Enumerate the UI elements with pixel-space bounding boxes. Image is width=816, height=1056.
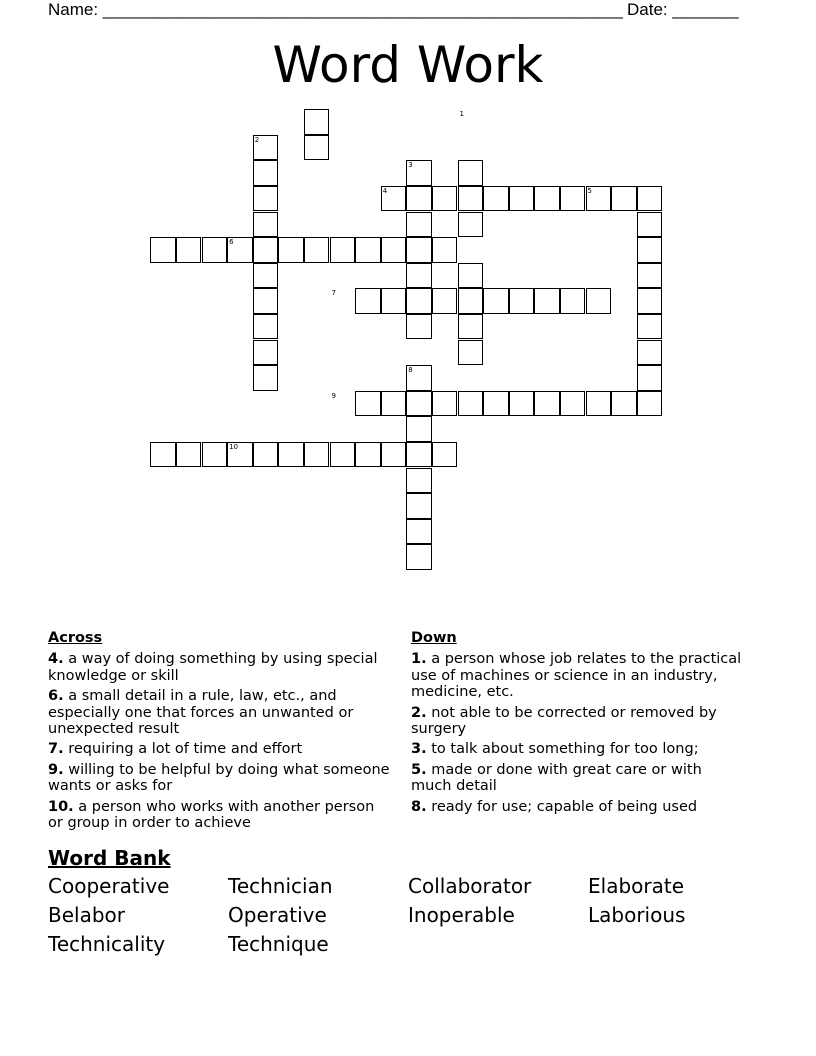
grid-cell[interactable] xyxy=(253,314,279,340)
grid-cell[interactable] xyxy=(381,442,407,468)
grid-cell[interactable] xyxy=(406,519,432,545)
grid-cell[interactable] xyxy=(406,237,432,263)
grid-cell[interactable] xyxy=(458,314,484,340)
down-clue xyxy=(411,762,746,795)
grid-cell[interactable] xyxy=(560,391,586,417)
clue-text: requiring a lot of time and effort xyxy=(68,741,303,758)
clue-text: a person whose job relates to the practical use of machines or science in an industry, medicine, etc. xyxy=(411,651,742,701)
down-clue xyxy=(411,741,746,757)
grid-cell[interactable] xyxy=(253,365,279,391)
grid-cell[interactable] xyxy=(150,442,176,468)
clue-num: 3. xyxy=(411,741,427,758)
grid-cell[interactable] xyxy=(381,237,407,263)
word-bank-item: Elaborate xyxy=(588,874,685,898)
clue-number: 7 xyxy=(331,289,336,298)
grid-cell[interactable] xyxy=(381,391,407,417)
down-clues xyxy=(411,630,746,819)
word-bank-item: Laborious xyxy=(588,903,686,927)
clue-num: 7. xyxy=(48,741,64,758)
grid-cell[interactable] xyxy=(278,442,304,468)
clue-num: 6. xyxy=(48,688,64,705)
grid-cell[interactable] xyxy=(304,237,330,263)
clue-text: a small detail in a rule, law, etc., and especially one that forces an unwanted or unexpected result xyxy=(48,688,354,738)
grid-cell[interactable] xyxy=(253,160,279,186)
grid-cell[interactable] xyxy=(381,288,407,314)
grid-cell[interactable] xyxy=(637,314,663,340)
grid-cell[interactable] xyxy=(253,288,279,314)
grid-cell[interactable] xyxy=(432,186,458,212)
grid-cell[interactable] xyxy=(330,237,356,263)
clue-num: 1. xyxy=(411,651,427,668)
clue-num: 10. xyxy=(48,798,74,815)
clue-num: 4. xyxy=(48,651,64,668)
grid-cell[interactable] xyxy=(586,288,612,314)
grid-cell[interactable] xyxy=(509,391,535,417)
grid-cell[interactable] xyxy=(534,391,560,417)
grid-cell[interactable] xyxy=(534,288,560,314)
grid-cell[interactable] xyxy=(432,391,458,417)
down-clue xyxy=(411,799,746,815)
grid-cell[interactable] xyxy=(637,237,663,263)
clue-text: to talk about something for too long; xyxy=(431,741,699,758)
page-title: Word Work xyxy=(272,36,544,94)
grid-cell[interactable] xyxy=(560,186,586,212)
grid-cell[interactable] xyxy=(253,237,279,263)
grid-cell[interactable] xyxy=(432,288,458,314)
grid-cell[interactable] xyxy=(278,237,304,263)
down-heading: Down xyxy=(411,630,457,646)
word-bank-item: Belabor xyxy=(48,903,125,927)
grid-cell[interactable] xyxy=(483,288,509,314)
clue-num: 8. xyxy=(411,798,427,815)
grid-cell[interactable] xyxy=(355,237,381,263)
clue-num: 2. xyxy=(411,704,427,721)
grid-cell[interactable] xyxy=(611,186,637,212)
grid-cell[interactable] xyxy=(534,186,560,212)
clue-text: ready for use; capable of being used xyxy=(431,798,698,815)
grid-cell[interactable] xyxy=(637,263,663,289)
grid-cell[interactable] xyxy=(406,416,432,442)
grid-cell[interactable] xyxy=(355,391,381,417)
word-bank-item: Technicality xyxy=(48,932,166,956)
grid-cell[interactable] xyxy=(406,186,432,212)
clue-number: 5 xyxy=(587,186,592,195)
clue-text: a way of doing something by using special knowledge or skill xyxy=(48,651,378,684)
grid-cell[interactable] xyxy=(458,391,484,417)
grid-cell[interactable] xyxy=(304,109,330,135)
grid-cell[interactable] xyxy=(432,442,458,468)
grid-cell[interactable] xyxy=(509,186,535,212)
grid-cell[interactable] xyxy=(637,288,663,314)
grid-cell[interactable] xyxy=(637,365,663,391)
grid-cell[interactable] xyxy=(458,288,484,314)
grid-cell[interactable] xyxy=(483,391,509,417)
grid-cell[interactable] xyxy=(458,263,484,289)
grid-cell[interactable] xyxy=(304,135,330,161)
grid-cell[interactable] xyxy=(355,442,381,468)
grid-cell[interactable] xyxy=(611,391,637,417)
grid-cell[interactable] xyxy=(406,263,432,289)
word-bank-item: Inoperable xyxy=(408,903,515,927)
grid-cell[interactable] xyxy=(176,442,202,468)
grid-cell[interactable] xyxy=(304,442,330,468)
grid-cell[interactable] xyxy=(483,186,509,212)
down-clue xyxy=(411,705,746,738)
grid-cell[interactable] xyxy=(637,186,663,212)
word-bank-item: Technique xyxy=(228,932,329,956)
grid-cell[interactable] xyxy=(458,186,484,212)
clue-text: a person who works with another person or group in order to achieve xyxy=(48,798,375,832)
grid-cell[interactable] xyxy=(406,468,432,494)
grid-cell[interactable] xyxy=(406,314,432,340)
word-bank-title: Word Bank xyxy=(48,846,171,870)
clue-num: 5. xyxy=(411,761,427,778)
grid-cell[interactable] xyxy=(560,288,586,314)
grid-cell[interactable] xyxy=(150,237,176,263)
clue-number: 2 xyxy=(254,135,260,144)
grid-cell[interactable] xyxy=(509,288,535,314)
grid-cell[interactable] xyxy=(406,493,432,519)
name-field[interactable]: Name: _______________________________________________________ xyxy=(48,0,623,19)
across-clue xyxy=(48,762,393,795)
across-clue xyxy=(48,741,393,757)
grid-cell[interactable] xyxy=(586,391,612,417)
word-bank-item: Operative xyxy=(228,903,327,927)
grid-cell[interactable] xyxy=(202,442,228,468)
grid-cell[interactable] xyxy=(202,237,228,263)
grid-cell[interactable] xyxy=(253,186,279,212)
across-heading: Across xyxy=(48,630,103,646)
grid-cell[interactable] xyxy=(406,288,432,314)
clue-number: 1 xyxy=(459,110,464,119)
grid-cell[interactable] xyxy=(253,340,279,366)
grid-cell[interactable] xyxy=(458,212,484,238)
word-bank-item: Cooperative xyxy=(48,874,170,898)
down-clue xyxy=(411,651,746,700)
clue-text: willing to be helpful by doing what someone wants or asks for xyxy=(48,761,390,795)
clue-num: 9. xyxy=(48,761,64,778)
grid-cell[interactable] xyxy=(458,340,484,366)
grid-cell[interactable] xyxy=(637,340,663,366)
grid-cell[interactable] xyxy=(406,544,432,570)
grid-cell[interactable] xyxy=(406,442,432,468)
grid-cell[interactable] xyxy=(458,160,484,186)
word-bank xyxy=(48,874,768,956)
clue-number: 8 xyxy=(408,366,413,375)
across-clue xyxy=(48,688,393,737)
clue-number: 9 xyxy=(331,391,336,400)
grid-cell[interactable] xyxy=(330,442,356,468)
grid-cell[interactable] xyxy=(406,212,432,238)
across-clues xyxy=(48,630,393,835)
grid-cell[interactable] xyxy=(253,442,279,468)
clue-number: 10 xyxy=(229,442,239,451)
grid-cell[interactable] xyxy=(637,391,663,417)
grid-cell[interactable] xyxy=(406,391,432,417)
date-field[interactable]: Date: _______ xyxy=(627,0,739,19)
word-bank-item: Technician xyxy=(228,874,333,898)
word-bank-item: Collaborator xyxy=(408,874,532,898)
clue-text: not able to be corrected or removed by surgery xyxy=(411,704,717,738)
across-clue xyxy=(48,799,393,832)
across-clue xyxy=(48,651,393,684)
grid-cell[interactable] xyxy=(355,288,381,314)
clue-text: made or done with great care or with much detail xyxy=(411,761,702,795)
clue-number: 6 xyxy=(229,238,234,247)
grid-cell[interactable] xyxy=(432,237,458,263)
clue-number: 3 xyxy=(408,161,413,170)
grid-cell[interactable] xyxy=(253,263,279,289)
grid-cell[interactable] xyxy=(637,212,663,238)
grid-cell[interactable] xyxy=(176,237,202,263)
clue-number: 4 xyxy=(382,186,388,195)
grid-cell[interactable] xyxy=(253,212,279,238)
